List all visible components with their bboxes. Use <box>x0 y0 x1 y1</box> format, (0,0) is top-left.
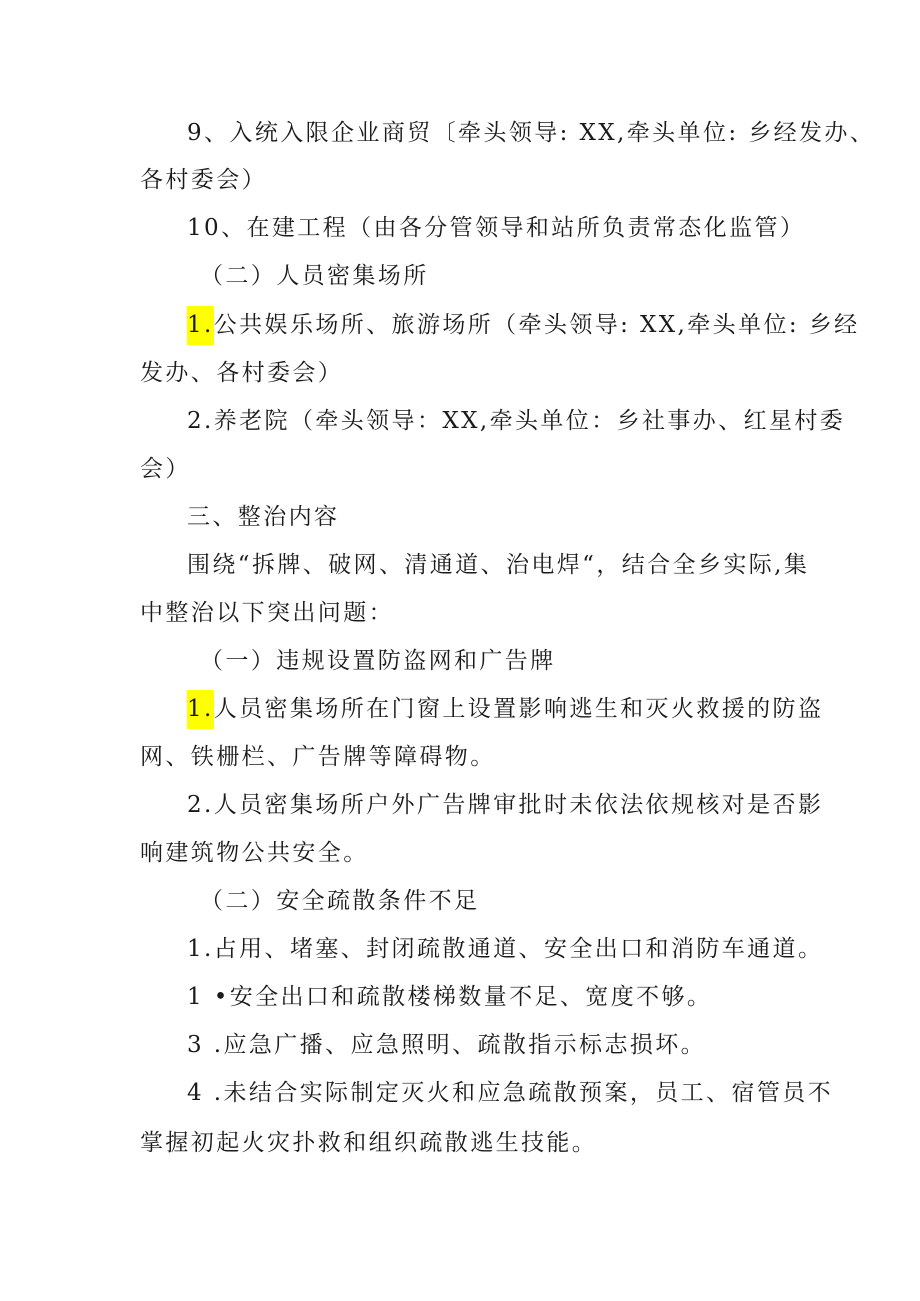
paragraph-line <box>187 694 823 729</box>
line-text: 响建筑物公共安全。 <box>140 840 369 866</box>
line-text: 围绕“拆牌、破网、清通道、治电焊“，结合全乡实际,集 <box>187 552 810 578</box>
line-text: 网、铁栅栏、广告牌等障碍物。 <box>140 744 496 770</box>
line-text: （二）人员密集场所 <box>200 263 429 289</box>
line-text: 发办、各村委会） <box>140 360 344 386</box>
paragraph-line <box>140 454 191 484</box>
paragraph-line <box>187 118 875 148</box>
paragraph-line <box>187 550 809 580</box>
line-text: （二）安全疏散条件不足 <box>200 888 480 914</box>
line-text: 各村委会） <box>140 167 267 193</box>
highlighted-item-number: 1. <box>187 690 214 729</box>
line-text: 人员密集场所在门窗上设置影响逃生和灭火救援的防盗 <box>213 696 824 722</box>
paragraph-line <box>187 934 823 964</box>
paragraph-line <box>140 742 496 772</box>
line-text: 2.养老院（牵头领导：XX,牵头单位：乡社事办、红星村委 <box>187 408 846 434</box>
section-heading <box>200 886 479 916</box>
line-text: 9、入统入限企业商贸〔牵头领导: XX,牵头单位: 乡经发办、 <box>187 120 876 146</box>
line-text: 1 •安全出口和疏散楼梯数量不足、宽度不够。 <box>187 984 713 1010</box>
line-text: 10、在建工程（由各分管领导和站所负责常态化监管） <box>187 215 806 241</box>
line-text: 1.占用、堵塞、封闭疏散通道、安全出口和消防车通道。 <box>187 936 824 962</box>
paragraph-line <box>187 213 805 243</box>
paragraph-line <box>187 1030 706 1060</box>
paragraph-line <box>187 982 712 1012</box>
paragraph-line <box>187 406 845 436</box>
paragraph-line <box>140 838 369 868</box>
section-heading <box>200 261 429 291</box>
line-text: 2.人员密集场所户外广告牌审批时未依法依规核对是否影 <box>187 792 824 818</box>
paragraph-line <box>187 790 823 820</box>
paragraph-line <box>187 310 860 345</box>
paragraph-line <box>140 165 267 195</box>
section-heading <box>200 646 556 676</box>
line-text: 掌握初起火灾扑救和组织疏散逃生技能。 <box>140 1130 598 1156</box>
section-heading <box>187 502 339 532</box>
paragraph-line <box>140 358 343 388</box>
line-text: 公共娱乐场所、旅游场所（牵头领导: XX,牵头单位: 乡经 <box>213 312 860 338</box>
paragraph-line <box>140 1128 597 1158</box>
paragraph-line <box>187 1078 833 1108</box>
highlighted-item-number: 1. <box>187 306 214 345</box>
paragraph-line <box>140 598 394 628</box>
line-text: 会） <box>140 456 191 482</box>
line-text: （一）违规设置防盗网和广告牌 <box>200 648 556 674</box>
line-text: 3 .应急广播、应急照明、疏散指示标志损坏。 <box>187 1032 707 1058</box>
line-text: 4 .未结合实际制定灭火和应急疏散预案，员工、宿管员不 <box>187 1080 834 1106</box>
line-text: 三、整治内容 <box>187 504 340 530</box>
line-text: 中整治以下突出问题： <box>140 600 394 626</box>
